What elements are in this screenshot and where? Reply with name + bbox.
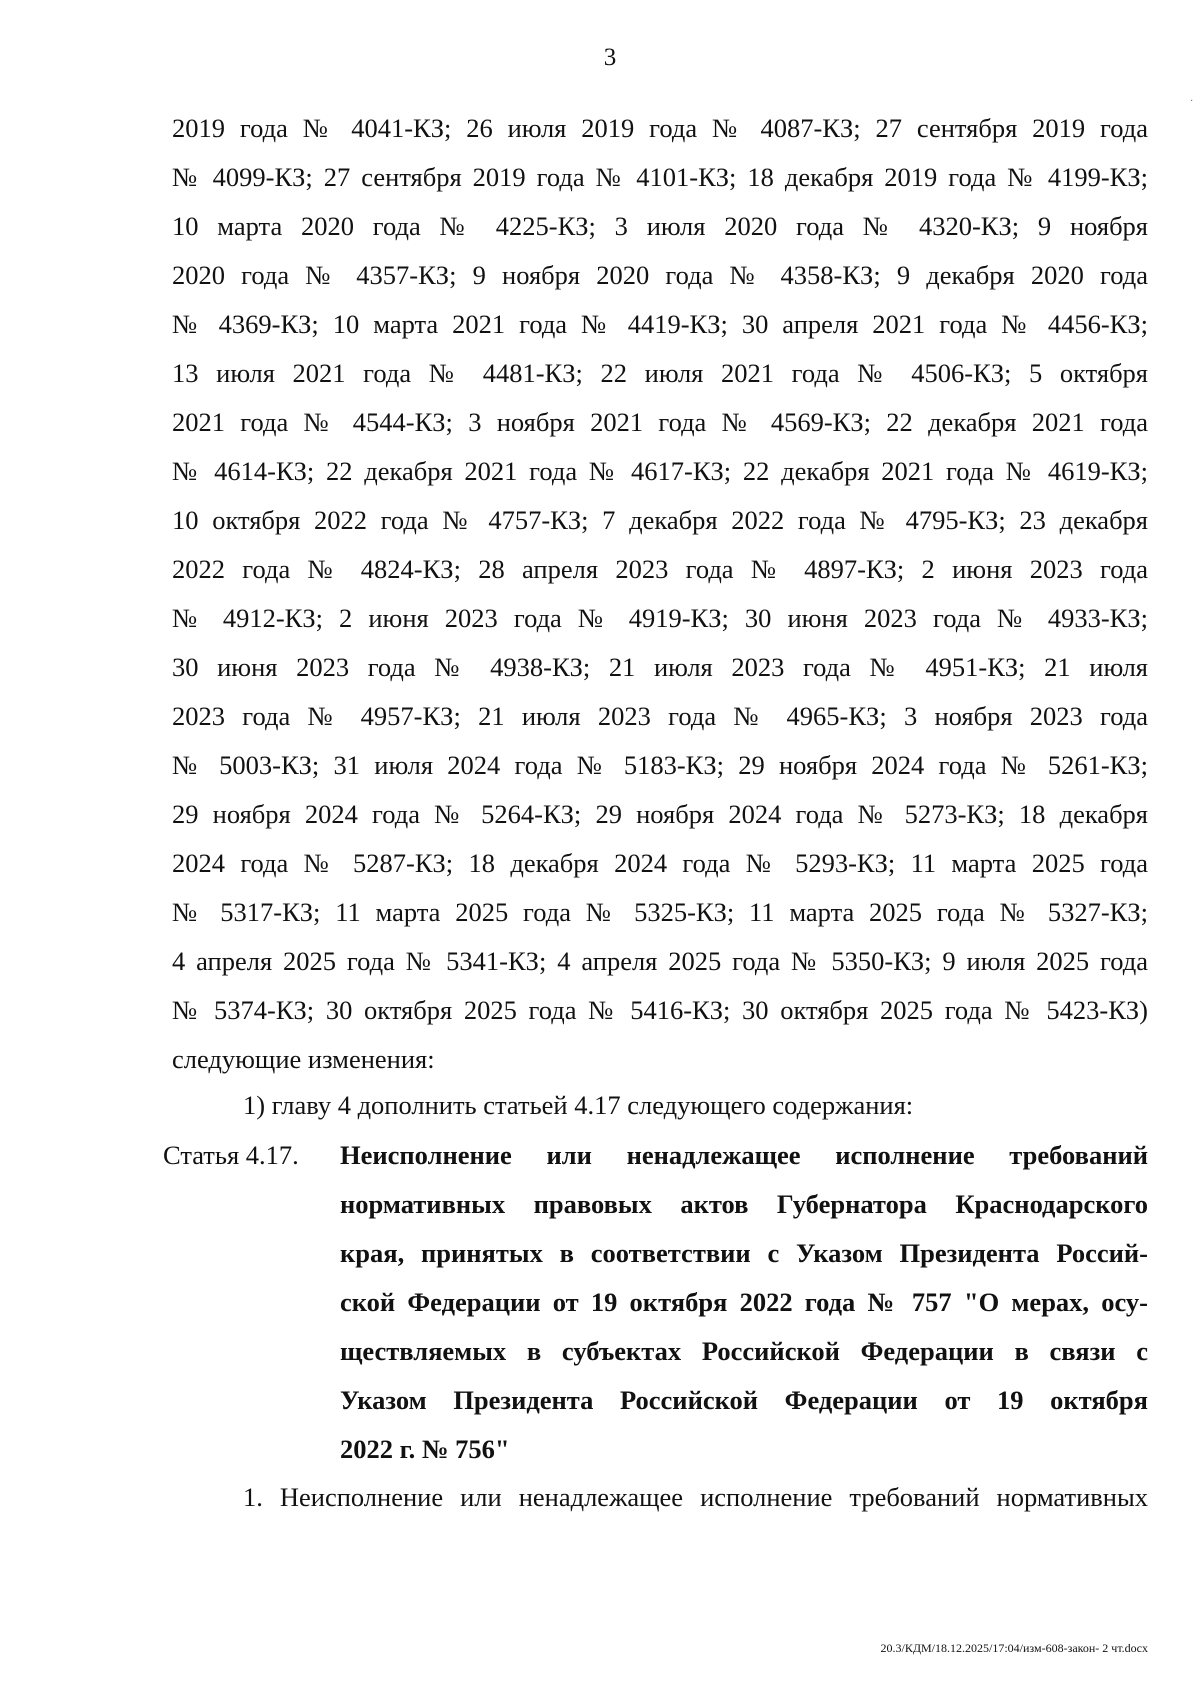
clause-1-text: 1. Неисполнение или ненадлежащее исполнение требований нормативных bbox=[243, 1482, 1148, 1512]
body-line: 2022 года № 4824-КЗ; 28 апреля 2023 года № 4897-КЗ; 2 июня 2023 года bbox=[172, 554, 1148, 584]
article-title-line: Неисполнение или ненадлежащее исполнение требований bbox=[340, 1140, 1148, 1170]
body-line: 2021 года № 4544-КЗ; 3 ноября 2021 года № 4569-КЗ; 22 декабря 2021 года bbox=[172, 407, 1148, 437]
body-line: следующие изменения: bbox=[172, 1044, 435, 1074]
document-file-reference: 20.3/КДМ/18.12.2025/17:04/изм-608-закон- 2 чт.docx bbox=[880, 1641, 1148, 1655]
body-line: № 4912-КЗ; 2 июня 2023 года № 4919-КЗ; 30 июня 2023 года № 4933-КЗ; bbox=[172, 603, 1148, 633]
body-line: 2024 года № 5287-КЗ; 18 декабря 2024 года № 5293-КЗ; 11 марта 2025 года bbox=[172, 848, 1148, 878]
body-line: 2020 года № 4357-КЗ; 9 ноября 2020 года № 4358-КЗ; 9 декабря 2020 года bbox=[172, 260, 1148, 290]
article-title-line: 2022 г. № 756" bbox=[340, 1434, 510, 1464]
body-line: 29 ноября 2024 года № 5264-КЗ; 29 ноября 2024 года № 5273-КЗ; 18 декабря bbox=[172, 799, 1148, 829]
body-line: 2019 года № 4041-КЗ; 26 июля 2019 года № 4087-КЗ; 27 сентября 2019 года bbox=[172, 113, 1148, 143]
article-title-line: ществляемых в субъектах Российской Федерации в связи с bbox=[340, 1336, 1148, 1366]
article-label: Статья 4.17. bbox=[163, 1140, 299, 1170]
amendment-list-paragraph bbox=[172, 104, 1148, 1084]
scan-edge-mark: · bbox=[1190, 96, 1194, 107]
body-line: № 4369-КЗ; 10 марта 2021 года № 4419-КЗ; 30 апреля 2021 года № 4456-КЗ; bbox=[172, 309, 1148, 339]
body-line: № 4099-КЗ; 27 сентября 2019 года № 4101-КЗ; 18 декабря 2019 года № 4199-КЗ; bbox=[172, 162, 1148, 192]
body-line: № 5317-КЗ; 11 марта 2025 года № 5325-КЗ; 11 марта 2025 года № 5327-КЗ; bbox=[172, 897, 1148, 927]
body-line: 30 июня 2023 года № 4938-КЗ; 21 июля 2023 года № 4951-КЗ; 21 июля bbox=[172, 652, 1148, 682]
article-title-line: Указом Президента Российской Федерации от 19 октября bbox=[340, 1385, 1148, 1415]
article-title-line: ской Федерации от 19 октября 2022 года № 757 "О мерах, осу- bbox=[340, 1287, 1148, 1317]
body-line: 4 апреля 2025 года № 5341-КЗ; 4 апреля 2025 года № 5350-КЗ; 9 июля 2025 года bbox=[172, 946, 1148, 976]
list-item-1: 1) главу 4 дополнить статьей 4.17 следующего содержания: bbox=[243, 1090, 914, 1120]
body-line: 2023 года № 4957-КЗ; 21 июля 2023 года № 4965-КЗ; 3 ноября 2023 года bbox=[172, 701, 1148, 731]
body-line: № 5003-КЗ; 31 июля 2024 года № 5183-КЗ; 29 ноября 2024 года № 5261-КЗ; bbox=[172, 750, 1148, 780]
body-line: 13 июля 2021 года № 4481-КЗ; 22 июля 2021 года № 4506-КЗ; 5 октября bbox=[172, 358, 1148, 388]
body-line: 10 марта 2020 года № 4225-КЗ; 3 июля 2020 года № 4320-КЗ; 9 ноября bbox=[172, 211, 1148, 241]
article-title-line: нормативных правовых актов Губернатора Краснодарского bbox=[340, 1189, 1148, 1219]
body-line: 10 октября 2022 года № 4757-КЗ; 7 декабря 2022 года № 4795-КЗ; 23 декабря bbox=[172, 505, 1148, 535]
body-line: № 5374-КЗ; 30 октября 2025 года № 5416-КЗ; 30 октября 2025 года № 5423-КЗ) bbox=[172, 995, 1148, 1025]
article-title-line: края, принятых в соответствии с Указом Президента Россий- bbox=[340, 1238, 1148, 1268]
article-title bbox=[340, 1131, 1148, 1474]
body-line: № 4614-КЗ; 22 декабря 2021 года № 4617-КЗ; 22 декабря 2021 года № 4619-КЗ; bbox=[172, 456, 1148, 486]
page-number: 3 bbox=[603, 44, 617, 71]
